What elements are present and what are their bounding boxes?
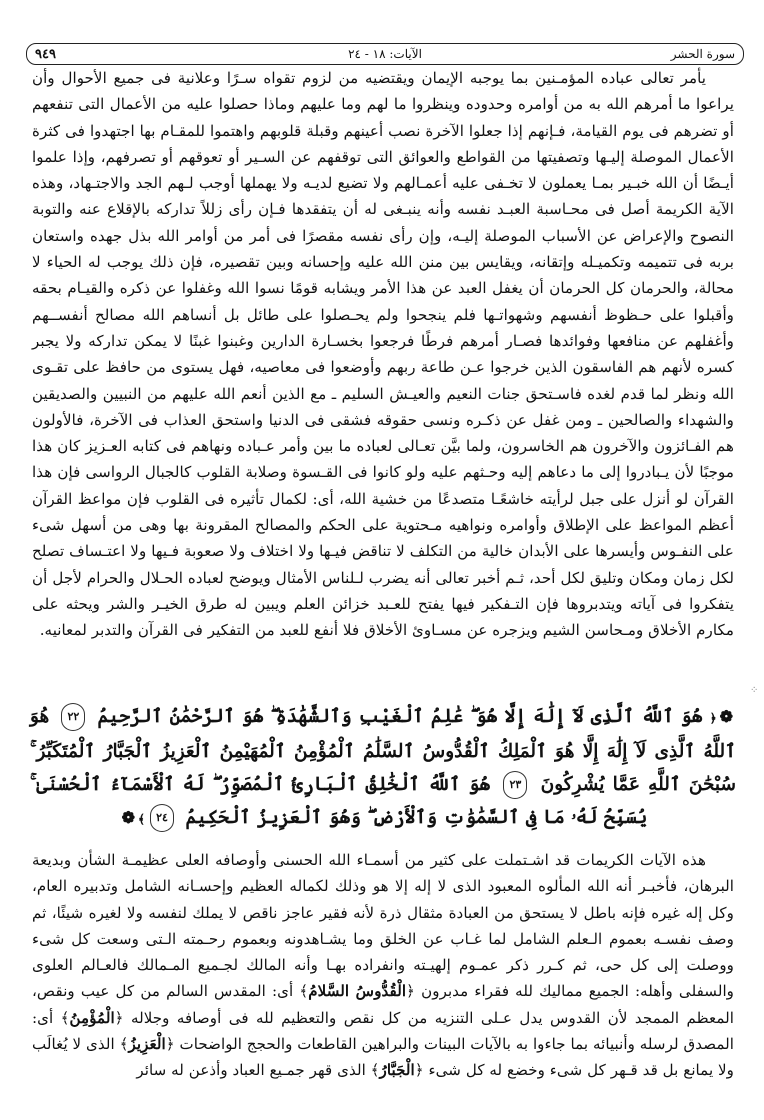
verse-number-24: ٢٤ (150, 804, 174, 832)
term-quddus-salam: الْقُدُّوسُ السَّلامُ (308, 982, 407, 1001)
bracket-close: ﴾ (119, 1035, 129, 1054)
tafsir-text-2a: هذه الآيات الكريمات قد اشـتملت على كثير من أسمـاء الله الحسنى وأوصافه العلى عظيمـة الشأن وبديعة البرهان، فأخبـر أنه الله المألوه المعبود الذى لا إله إلا هو وذلك لكماله العظيم وإحسـانه الشامل وتدبيره العام، وكل إله غيره فإنه باطل لا يستحق من العبادة مثقال ذرة لأنه فقير عاجز ناقص لا يملك لنفسه ولا لغيره شيئًا، ثم وصف نفسـه بعموم الـعلم الشامل لما غـاب عن الخلق وما يشـاهدونه وبعموم رحـمته الـتى وسعت كل شىء ووصلت إلى كل حى، ثم كـرر ذكر عمـوم إلهيـته وانفراده بهـا وأنه المالك لجـميع المـمالك فالعـالم العلوى والسفلى وأهله: الجميع مماليك لله فقراء مدبرون (32, 851, 735, 1001)
tafsir-text-1: يأمر تعالى عباده المؤمـنين بما يوجبه الإيمان ويقتضيه من لزوم تقواه سـرًا وعلانية فى جميع الأحوال وأن يراعوا ما أمرهم الله به من أوامره وحدوده وينظروا ما لهم وما عليهم وماذا حصلوا عليه من الأعمال التى تنفعهم أو تضرهم فى يوم القيامة، فـإنهم إذا جعلوا الآخرة نصب أعينهم وقبلة قلوبهم واهتموا للمقـام بها اجتهدوا فى كثرة الأعمال الموصلة إليـها وتصفيتها من القواطع والعوائق التى توقفهم عن السـير أو تعوقهم أو تصرفهم، وإذا علموا أيـضًا أن الله خبـير بمـا يعملون لا تخـفى عليه أعمـالهم ولا تضيع لديـه ولا يهملها أوجب لـهم الجد والاجتـهاد، وهذه الآية الكريمة أصل فى محـاسبة العبـد نفسه وأنه ينبـغى له أن يتفقدها فـإن رأى زللاً تداركه بالإقلاع عنه والتوبة النصوح والإعراض عن الأسباب الموصلة إليـه، وإن رأى نفسه مقصرًا فى أمر من أوامر الله بذل جهده واستعان بربه فى تتميمه وتكميـله وإتقانه، ويقايس بين منن الله عليه وإحسانه وبين تقصيره، فإن ذلك يوجب له الحياء لا محالة، والحرمان كل الحرمان أن يغفل العبد عن هذا الأمر ويشابه قومًا نسوا الله وغفلوا عن ذكره والقيـام بحقه وأقبلوا على حـظوظ أنفسهم وشهواتـها فلم ينجحوا ولم يحـصلوا على طائل بل أنساهم الله مصالح أنفســهم وأغفلهم عن منافعها وفوائدها فصـار أمرهم فرطًا فرجعوا بخسـارة الدارين وغبنوا غبنًا لا يمكن تداركه ولا يجبر كسره لأنهم هم الفاسقون الذين خرجوا عـن طاعة ربهم وأوضعوا فى معاصيه، فهل يستوى من حافظ على تقـوى الله ونظر لما قدم لغده فاسـتحق جنات النعيم والعيـش السليم ـ مع الذين أنعم الله عليهم من النبيين والصديقين والشهداء والصالحين ـ ومن غفل عن ذكـره ونسى حقوقه فشقى فى الدنيا واستحق العذاب فى الآخرة، فالأولون هم الفـائزون والآخرون هم الخاسرون، ولما بيَّن تعـالى لعباده ما بين وأمر عـباده ونهاهم فى كتابه العـزيز كان هذا موجبًا لأن يـبادروا إلى ما دعاهم إليه وحـثهم عليه ولو كانوا فى القـسوة وصلابة القلوب كالجبال الرواسى فإن هذا القرآن لو أنزل على جبل لرأيته خاشعًـا متصدعًا من خشية الله، أى: لكمال تأثيره فى القلوب فإن مواعظ القرآن أعظم المواعظ على الإطلاق وأوامره ونواهيه مـحتوية على الحكم والمصالح المقرونة بها وهى من أسهل شىء على النفـوس وأيسرها على الأبدان خالية من التكلف لا تناقض فيـها ولا اختلاف ولا صعوبة فـيها ولا اعتـساف تصلح لكل زمان ومكان وتليق لكل أحد، ثـم أخبر تعالى أنه يضرب لـلناس الأمثال ويوضح لعباده الحـلال والحرام لأجل أن يتفكروا فى آياته ويتدبروها فإن التـفكير فيها يفتح للعـبد خزائن العلم ويبين له طرق الخيـر والشر ويحثه على مكارم الأخلاق ومـحاسن الشيم ويزجره عن مسـاوئ الأخلاق فلا أنفع للعبد من التفكير فى القرآن والتدبر لمعانيه. (32, 69, 734, 640)
tafsir-text-2b: أى: المقدس السالم من كل عيب ونقص، المعظم الممجد لأن القدوس يدل عـلى التنزيه من كل نقص والتعظيم لله فى أوصافه وجلاله (32, 982, 734, 1027)
bracket-open: ﴿ (406, 982, 415, 1001)
scan-mark: ⁘ (750, 685, 759, 696)
tafsir-text-2d: الذى لا يُغالَب ولا يمانع بل قد قـهر كل شىء وخضع له كل شىء (32, 1035, 734, 1080)
tafsir-text-2e: الذى قهر جمـيع العباد وأذعن له سائر (136, 1061, 366, 1080)
bracket-close: ﴾ (370, 1061, 380, 1080)
verse-number-22: ٢٢ (61, 703, 85, 731)
verse-23-text: هُوَ ٱللَّهُ ٱلَّذِى لَآ إِلَٰهَ إِلَّا هُوَ ٱلْمَلِكُ ٱلْقُدُّوسُ ٱلسَّلَٰمُ ٱلْمُؤْمِنُ ٱلْمُهَيْمِنُ ٱلْعَزِيزُ ٱلْجَبَّارُ ٱلْمُتَكَبِّرُ ۚ سُبْحَٰنَ ٱللَّهِ عَمَّا يُشْرِكُونَ (30, 706, 736, 795)
term-aziz: الْعَزِيزُ (128, 1035, 166, 1054)
ayat-range: الآيات: ١٨ - ٢٤ (348, 47, 422, 61)
tafsir-paragraph-1 (32, 65, 734, 644)
page-header (26, 43, 744, 65)
verse-24-text: هُوَ ٱللَّهُ ٱلْخَٰلِقُ ٱلْبَارِئُ ٱلْمُصَوِّرُ ۖ لَهُ ٱلْأَسْمَآءُ ٱلْحُسْنَىٰ ۚ يُسَبِّحُ لَهُۥ مَا فِى ٱلسَّمَٰوَٰتِ وَٱلْأَرْضِ ۖ وَهُوَ ٱلْعَزِيزُ ٱلْحَكِيمُ (30, 774, 648, 828)
verse-number-23: ٢٣ (503, 771, 527, 799)
flower-ornament-icon: ❁ (121, 808, 136, 827)
term-mumin: الْمُؤْمِنُ (69, 1008, 115, 1027)
surah-name: سورة الحشر (670, 47, 735, 61)
page-number: ٩٤٩ (35, 46, 56, 62)
bracket-open: ﴿ (114, 1008, 124, 1027)
bracket-close: ﴾ (60, 1008, 70, 1027)
term-jabbar: الْجَبَّارُ (379, 1061, 415, 1080)
tafsir-text-2c: أى: المصدق لرسله وأنبيائه بما جاءوا به بالآيات البينات والبراهين القاطعات والحجج الواضحات (32, 1008, 735, 1054)
quran-verses-block (30, 700, 736, 836)
bracket-open: ﴿ (414, 1061, 424, 1080)
open-bracket: ﴿ (709, 711, 717, 725)
close-bracket: ﴾ (138, 812, 146, 826)
tafsir-paragraph-2 (32, 847, 734, 1084)
verse-22-text: هُوَ ٱللَّهُ ٱلَّذِى لَآ إِلَٰهَ إِلَّا هُوَ ۖ عَٰلِمُ ٱلْغَيْبِ وَٱلشَّهَٰدَةِ ۖ هُوَ ٱلرَّحْمَٰنُ ٱلرَّحِيمُ (97, 706, 703, 727)
flower-ornament-icon: ❁ (719, 707, 734, 726)
bracket-close: ﴾ (299, 982, 309, 1001)
bracket-open: ﴿ (165, 1035, 175, 1054)
